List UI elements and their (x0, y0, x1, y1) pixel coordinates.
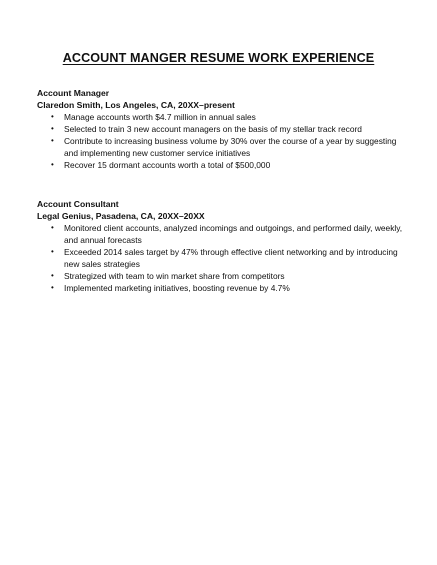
bullet-icon: • (51, 112, 54, 121)
duty-item (37, 270, 407, 282)
duty-text: Monitored client accounts, analyzed incomings and outgoings, and performed daily, weekly, and annual forecasts (64, 223, 403, 245)
duty-item (37, 111, 407, 123)
duty-item (37, 135, 407, 159)
duty-text: Recover 15 dormant accounts worth a total of $500,000 (64, 160, 271, 170)
bullet-icon: • (51, 283, 54, 292)
job-title: Account Manager (37, 88, 110, 98)
duties-list (37, 111, 407, 171)
duties-list (37, 222, 407, 294)
bullet-icon: • (51, 136, 54, 145)
bullet-icon: • (51, 271, 54, 280)
duty-item (37, 222, 407, 246)
duty-text: Contribute to increasing business volume by 30% over the course of a year by suggesting and implementing new customer service initiatives (64, 136, 397, 158)
bullet-icon: • (51, 160, 54, 169)
duty-text: Implemented marketing initiatives, boosting revenue by 4.7% (64, 283, 290, 293)
duty-text: Manage accounts worth $4.7 million in annual sales (64, 112, 256, 122)
job-title: Account Consultant (37, 199, 119, 209)
document-title: ACCOUNT MANGER RESUME WORK EXPERIENCE (62, 51, 375, 65)
duty-item (37, 246, 407, 270)
experience-entry-account-manager (37, 87, 407, 171)
job-employer: Legal Genius, Pasadena, CA, 20XX–20XX (37, 211, 205, 221)
experience-entry-account-consultant (37, 198, 407, 294)
duty-item (37, 282, 407, 294)
job-employer: Claredon Smith, Los Angeles, CA, 20XX–present (37, 100, 235, 110)
bullet-icon: • (51, 223, 54, 232)
duty-item (37, 159, 407, 171)
duty-text: Exceeded 2014 sales target by 47% through effective client networking and by introducing new sales strategies (64, 247, 398, 269)
duty-text: Strategized with team to win market share from competitors (64, 271, 285, 281)
bullet-icon: • (51, 124, 54, 133)
bullet-icon: • (51, 247, 54, 256)
duty-text: Selected to train 3 new account managers on the basis of my stellar track record (64, 124, 362, 134)
duty-item (37, 123, 407, 135)
